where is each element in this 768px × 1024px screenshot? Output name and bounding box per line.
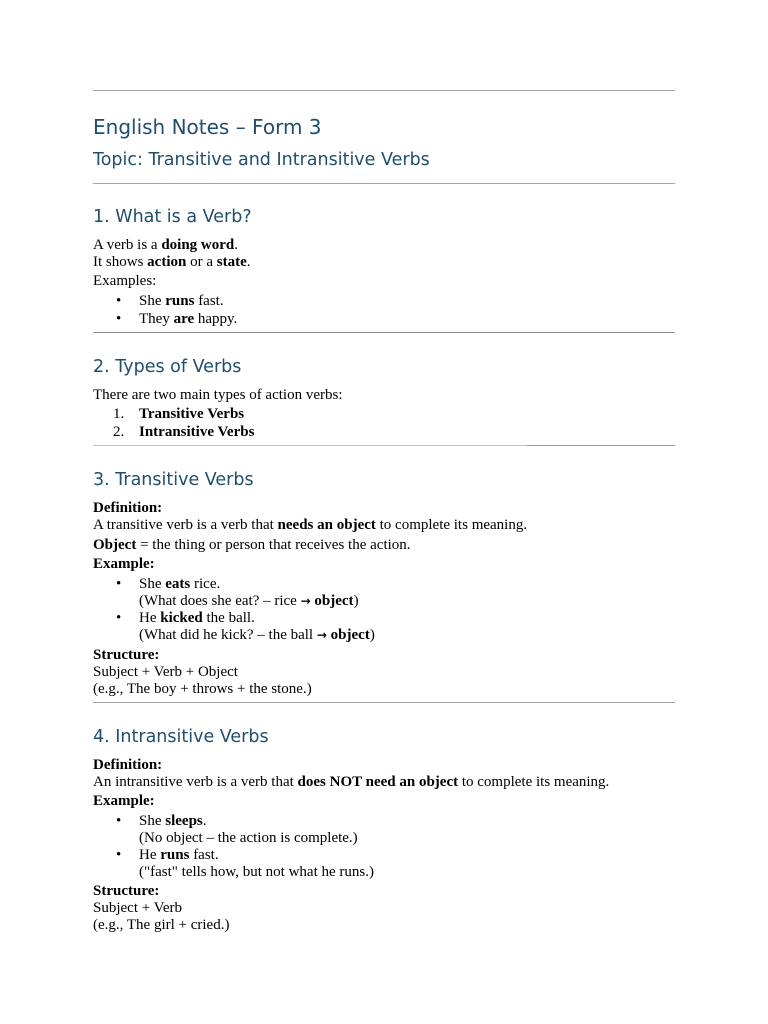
definition-label: Definition: (93, 500, 163, 516)
list-item: He runs fast. (139, 847, 219, 863)
intransitive-definition: An intransitive verb is a verb that does NOT need an object to complete its meaning. (93, 774, 610, 790)
arrow-icon: → (316, 628, 327, 642)
verb-definition-line: A verb is a doing word. (93, 237, 239, 253)
example-note: (No object – the action is complete.) (139, 830, 358, 846)
examples-label: Examples: (93, 273, 157, 289)
example-label: Example: (93, 793, 155, 809)
structure-example: (e.g., The girl + cried.) (93, 917, 230, 933)
bullet-icon: • (116, 847, 122, 863)
bullet-icon: • (116, 576, 122, 592)
structure-formula: Subject + Verb + Object (93, 664, 238, 680)
list-item: She eats rice. (139, 576, 221, 592)
title-rule (93, 183, 675, 184)
structure-example: (e.g., The boy + throws + the stone.) (93, 681, 312, 697)
section-3-rule (93, 702, 675, 703)
types-intro: There are two main types of action verbs: (93, 387, 343, 403)
example-note: (What does she eat? – rice → object) (139, 593, 359, 609)
bullet-icon: • (116, 311, 122, 327)
example-note: ("fast" tells how, but not what he runs.) (139, 864, 374, 880)
document-title: English Notes – Form 3 (93, 115, 322, 139)
example-note: (What did he kick? – the ball → object) (139, 627, 375, 643)
bullet-icon: • (116, 813, 122, 829)
bullet-icon: • (116, 610, 122, 626)
transitive-definition: A transitive verb is a verb that needs an object to complete its meaning. (93, 517, 528, 533)
structure-label: Structure: (93, 883, 160, 899)
structure-label: Structure: (93, 647, 160, 663)
top-rule (93, 90, 675, 91)
definition-label: Definition: (93, 757, 163, 773)
list-item-intransitive: Intransitive Verbs (139, 424, 255, 440)
example-label: Example: (93, 556, 155, 572)
section-2-rule-dark (527, 445, 675, 446)
structure-formula: Subject + Verb (93, 900, 183, 916)
verb-shows-line: It shows action or a state. (93, 254, 251, 270)
list-number: 2. (113, 424, 125, 440)
section-2-heading: 2. Types of Verbs (93, 357, 242, 377)
topic-title: Topic: Transitive and Intransitive Verbs (93, 150, 430, 170)
object-definition: Object = the thing or person that receives the action. (93, 537, 411, 553)
section-1-heading: 1. What is a Verb? (93, 207, 252, 227)
section-3-heading: 3. Transitive Verbs (93, 470, 254, 490)
list-item-transitive: Transitive Verbs (139, 406, 245, 422)
section-4-heading: 4. Intransitive Verbs (93, 727, 269, 747)
bullet-icon: • (116, 293, 122, 309)
list-item: He kicked the ball. (139, 610, 255, 626)
list-item: They are happy. (139, 311, 238, 327)
arrow-icon: → (300, 594, 311, 608)
list-item: She sleeps. (139, 813, 207, 829)
section-1-rule (93, 332, 675, 333)
list-number: 1. (113, 406, 125, 422)
list-item: She runs fast. (139, 293, 224, 309)
